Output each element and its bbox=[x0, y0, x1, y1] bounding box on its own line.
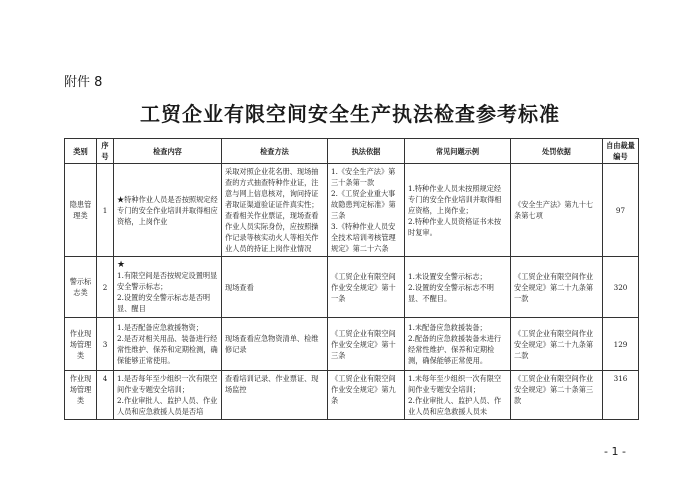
cell-problems bbox=[405, 164, 511, 257]
inspection-standard-table bbox=[64, 138, 639, 420]
basis-line: 《工贸企业有限空间作业安全规定》第九条 bbox=[331, 374, 396, 405]
header-code: 自由裁量编号 bbox=[603, 139, 639, 164]
cell-basis bbox=[328, 257, 405, 318]
cell-category: 作业现场管理类 bbox=[65, 371, 97, 420]
content-line: 2.设置的安全警示标志是否明显、醒目 bbox=[117, 293, 211, 313]
cell-content bbox=[114, 371, 222, 420]
content-line: ★特种作业人员是否按照规定经专门的安全作业培训并取得相应资格，上岗作业 bbox=[117, 194, 218, 226]
content-line: 1.是否每年至少组织一次有限空间作业专题安全培训； bbox=[117, 374, 218, 394]
attachment-label: 附件 8 bbox=[64, 75, 103, 90]
cell-serial: 1 bbox=[97, 164, 114, 257]
cell-basis bbox=[328, 318, 405, 371]
cell-problems bbox=[405, 318, 511, 371]
cell-method: 现场查看应急物资清单、检维修记录 bbox=[222, 318, 328, 371]
cell-category: 作业现场管理类 bbox=[65, 318, 97, 371]
problem-line: 1.特种作业人员未按照规定经专门的安全作业培训并取得相应资格，上岗作业； bbox=[408, 183, 502, 215]
header-content: 检查内容 bbox=[114, 139, 222, 164]
cell-penalty: 《工贸企业有限空间作业安全规定》第二十条第三款 bbox=[511, 371, 603, 420]
basis-line: 《工贸企业有限空间作业安全规定》第十三条 bbox=[331, 328, 396, 360]
star-mark: ★ bbox=[117, 260, 126, 270]
table-row bbox=[65, 257, 639, 318]
cell-problems bbox=[405, 371, 511, 420]
cell-content bbox=[114, 164, 222, 257]
header-penalty: 处罚依据 bbox=[511, 139, 603, 164]
header-basis: 执法依据 bbox=[328, 139, 405, 164]
cell-code: 129 bbox=[603, 318, 639, 371]
basis-line: 1.《安全生产法》第三十条第一款 bbox=[331, 167, 396, 187]
problem-line: 2.配备的应急救援装备未进行经常性维护、保养和定期检测，确保能够正常使用。 bbox=[408, 334, 502, 365]
cell-basis bbox=[328, 164, 405, 257]
cell-penalty: 《工贸企业有限空间作业安全规定》第二十九条第二款 bbox=[511, 318, 603, 371]
cell-content bbox=[114, 257, 222, 318]
cell-penalty: 《安全生产法》第九十七条第七项 bbox=[511, 164, 603, 257]
cell-content bbox=[114, 318, 222, 371]
content-line: 2.作业审批人、监护人员、作业人员和应急救援人员是否培 bbox=[117, 396, 218, 416]
cell-method: 采取对照企业花名册、现场抽查的方式抽查特种作业证，注意与网上信息核对，询问持证者取证渠道验证证件真实性；查看相关作业票证，现场查看作业人员实际身份，应按照操作记录等核实动火人等相关作业人员的持证上岗作业情况 bbox=[222, 164, 328, 257]
problem-line: 1.未设置安全警示标志； bbox=[408, 271, 487, 281]
problem-line: 2.作业审批人、监护人员、作业人员和应急救援人员未 bbox=[408, 396, 502, 416]
cell-method: 查看培训记录、作业票证、现场监控 bbox=[222, 371, 328, 420]
cell-code: 316 bbox=[603, 371, 639, 420]
cell-basis bbox=[328, 371, 405, 420]
basis-line: 《工贸企业有限空间作业安全规定》第十一条 bbox=[331, 271, 396, 303]
problem-line: 2.特种作业人员资格证书未按时复审。 bbox=[408, 216, 502, 237]
cell-code: 320 bbox=[603, 257, 639, 318]
cell-serial: 4 bbox=[97, 371, 114, 420]
problem-line: 1.未配备应急救援装备； bbox=[408, 323, 487, 332]
cell-problems bbox=[405, 257, 511, 318]
cell-code: 97 bbox=[603, 164, 639, 257]
problem-line: 1.未每年至少组织一次有限空间作业专题安全培训； bbox=[408, 374, 502, 394]
cell-serial: 3 bbox=[97, 318, 114, 371]
header-serial: 序号 bbox=[97, 139, 114, 164]
table-row bbox=[65, 371, 639, 420]
cell-serial: 2 bbox=[97, 257, 114, 318]
header-problems: 常见问题示例 bbox=[405, 139, 511, 164]
cell-category: 警示标志类 bbox=[65, 257, 97, 318]
problem-line: 2.设置的安全警示标志不明显、不醒目。 bbox=[408, 282, 494, 303]
page-number: - 1 - bbox=[604, 445, 626, 458]
cell-method: 现场查看 bbox=[222, 257, 328, 318]
basis-line: 2.《工贸企业重大事故隐患判定标准》第三条 bbox=[331, 189, 396, 220]
table-row bbox=[65, 318, 639, 371]
content-line: 1.是否配备应急救援物资； bbox=[117, 323, 203, 332]
header-category: 类别 bbox=[65, 139, 97, 164]
cell-category: 隐患管理类 bbox=[65, 164, 97, 257]
cell-penalty: 《工贸企业有限空间作业安全规定》第二十九条第一款 bbox=[511, 257, 603, 318]
table-row bbox=[65, 164, 639, 257]
content-line: 1.有限空间是否按规定设置明显安全警示标志； bbox=[117, 271, 218, 291]
page-title: 工贸企业有限空间安全生产执法检查参考标准 bbox=[140, 102, 560, 126]
table-header-row bbox=[65, 139, 639, 164]
header-method: 检查方法 bbox=[222, 139, 328, 164]
basis-line: 3.《特种作业人员安全技术培训考核管理规定》第二十六条 bbox=[331, 222, 396, 253]
content-line: 2.是否对相关用品、装备进行经常性维护、保养和定期检测，确保能够正常使用。 bbox=[117, 334, 218, 365]
